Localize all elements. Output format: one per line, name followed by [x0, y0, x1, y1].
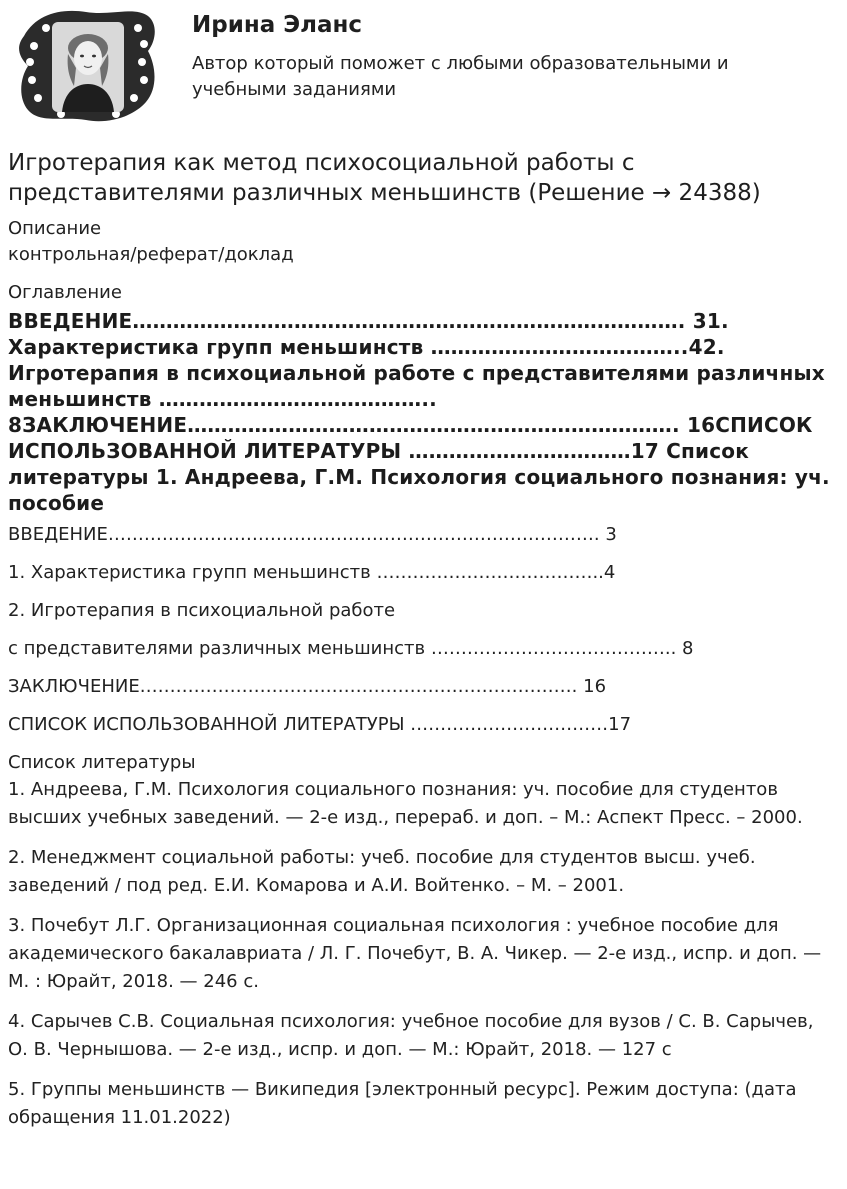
toc-summary-bold: ВВЕДЕНИЕ………………………………………………………………………. 31. Характеристика групп меньшинств ………………………………..42. Игротерапия в психоциальной работе с представителями различных меньшинств ………………………………….. 8ЗАКЛЮЧЕНИЕ………………………………………………………………. 16СПИСОК ИСПОЛЬЗОВАННОЙ ЛИТЕРАТУРЫ ……………………………17 Список литературы 1. Андреева, Г.М. Психология социального познания: уч. пособие	[8, 309, 830, 515]
toc-item: 1. Характеристика групп меньшинств ………………………………..4	[8, 562, 616, 583]
description-section	[8, 216, 837, 268]
toc-item: СПИСОК ИСПОЛЬЗОВАННОЙ ЛИТЕРАТУРЫ ……………………………17	[8, 714, 632, 735]
toc-item: ВВЕДЕНИЕ………………………………………………………………………. 3	[8, 524, 617, 545]
toc-item: ЗАКЛЮЧЕНИЕ………………………………………………………………. 16	[8, 676, 607, 697]
toc-item: с представителями различных меньшинств ………………………………….. 8	[8, 638, 694, 659]
toc-label: Оглавление	[8, 282, 122, 303]
author-description: Автор который поможет с любыми образовательными и учебными заданиями	[192, 53, 729, 100]
reference-item: 1. Андреева, Г.М. Психология социального познания: уч. пособие для студентов высших учебных заведений. — 2-е изд., перераб. и доп. – М.: Аспект Пресс. – 2000.	[8, 779, 803, 828]
description-label: Описание	[8, 218, 102, 239]
reference-item: 2. Менеджмент социальной работы: учеб. пособие для студентов высш. учеб. заведений / под ред. Е.И. Комарова и А.И. Войтенко. – М. – 2001.	[8, 847, 756, 896]
toc-item: 2. Игротерапия в психоциальной работе	[8, 600, 396, 621]
document-title: Игротерапия как метод психосоциальной работы с представителями различных меньшинств (Решение → 24388)	[8, 150, 761, 206]
author-avatar	[16, 6, 158, 126]
toc-list	[8, 522, 837, 738]
author-card	[8, 0, 837, 140]
reference-item: 3. Почебут Л.Г. Организационная социальная психология : учебное пособие для академического бакалавриата / Л. Г. Почебут, В. А. Чикер. — 2-е изд., испр. и доп. — М. : Юрайт, 2018. — 246 с.	[8, 915, 822, 992]
description-value: контрольная/реферат/доклад	[8, 244, 294, 265]
reference-item: 4. Сарычев С.В. Социальная психология: учебное пособие для вузов / С. В. Сарычев, О. В. Чернышова. — 2-е изд., испр. и доп. — М.: Юрайт, 2018. — 127 с	[8, 1011, 814, 1060]
author-name: Ирина Эланс	[192, 12, 363, 38]
references-label: Список литературы	[8, 752, 196, 773]
reference-item: 5. Группы меньшинств — Википедия [электронный ресурс]. Режим доступа: (дата обращения 11.01.2022)	[8, 1079, 797, 1128]
